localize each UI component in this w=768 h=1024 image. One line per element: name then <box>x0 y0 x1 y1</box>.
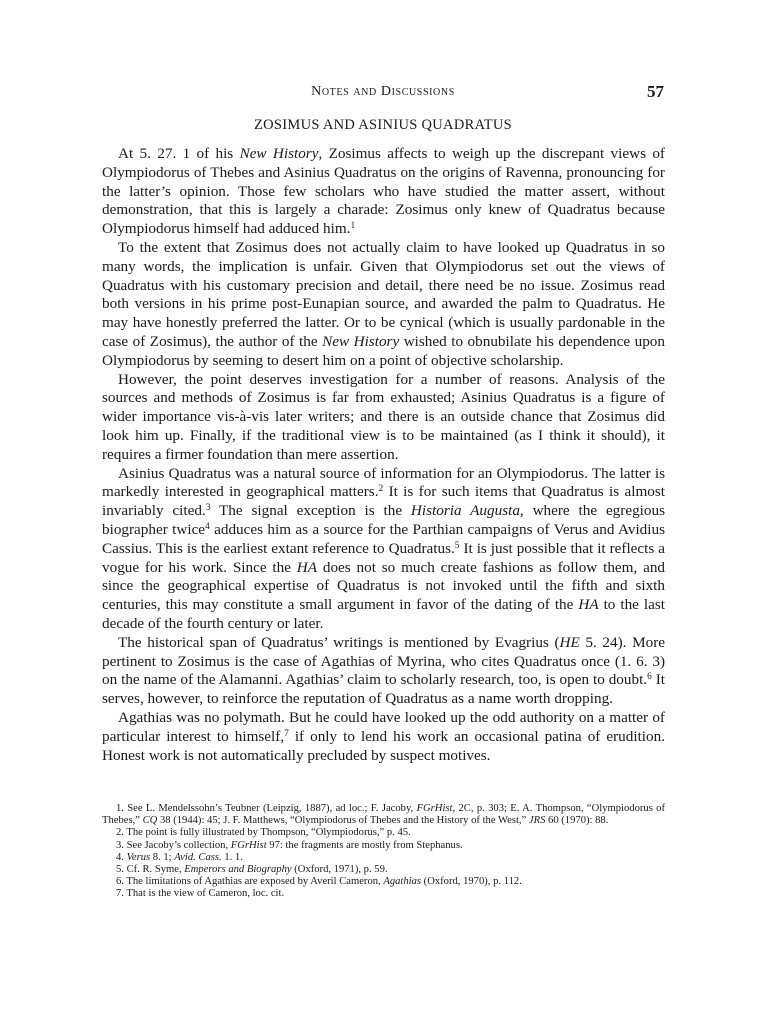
footnote <box>102 803 665 827</box>
text-run: 2. The point is fully illustrated by Thompson, “Olympiodorus,” p. 45. <box>116 827 411 839</box>
text-run: 4. <box>116 851 127 863</box>
text-run: , where the egregious biographer twice <box>102 502 665 538</box>
text-run: to the last decade of the fourth century or later. <box>102 596 665 632</box>
text-run: 97: the fragments are mostly from Stephanus. <box>266 839 463 851</box>
body-paragraph <box>102 709 665 765</box>
italic-text: Emperors and Biography <box>184 864 292 876</box>
text-run: if only to lend his work an occasional patina of erudition. Honest work is not automatically precluded by suspect motives. <box>102 727 665 764</box>
footnote-marker: 1 <box>350 221 356 232</box>
italic-text: FGrHist <box>416 803 453 814</box>
text-run: wished to obnubilate his dependence upon Olympiodorus by seeming to desert him on a point of objective scholarship. <box>102 332 665 369</box>
text-run: The signal exception is the <box>210 502 411 520</box>
text-run: 7. That is the view of Cameron, loc. cit. <box>116 888 285 900</box>
footnote <box>102 852 665 864</box>
text-run: It is for such items that Quadratus is almost invariably cited. <box>102 483 665 520</box>
text-run: At 5. 27. 1 of his <box>118 145 240 162</box>
text-run: 1. See L. Mendelssohn’s Teubner (Leipzig, 1887), ad loc.; F. Jacoby, <box>116 803 417 814</box>
italic-text: Historia Augusta <box>410 502 520 520</box>
body-paragraph <box>102 145 665 239</box>
footnote-marker: 5 <box>454 540 460 551</box>
text-run: adduces him as a source for the Parthian campaigns of Verus and Avidius Cassius. This is the earliest extant reference to Quadratus. <box>102 520 665 557</box>
text-run: 38 (1944): 45; J. F. Matthews, “Olympiodorus of Thebes and the History of the West,” <box>157 815 529 827</box>
italic-text: HA <box>296 558 318 576</box>
body-paragraph <box>102 634 665 709</box>
text-run: 3. See Jacoby’s collection, <box>116 839 231 851</box>
footnote <box>102 876 665 888</box>
body-paragraph <box>102 239 665 371</box>
text-run: (Oxford, 1970), p. 112. <box>421 876 522 888</box>
footnote <box>102 827 665 839</box>
article-body <box>102 145 665 765</box>
italic-text: Agathias <box>383 876 422 888</box>
running-title: Notes and Discussions <box>311 84 455 99</box>
italic-text: Verus <box>126 851 151 863</box>
text-run: 5. Cf. R. Syme, <box>116 864 185 876</box>
text-run: It is just possible that it reflects a vogue for his work. Since the <box>102 539 665 576</box>
italic-text: Avid. Cass. <box>174 851 222 863</box>
italic-text: JRS <box>528 815 546 827</box>
text-run: To the extent that Zosimus does not actually claim to have looked up Quadratus in so many words, the implication is unfair. Given that Olympiodorus set out the views of Quadratus with his customary precision and detail, there need be no issue. Zosimus read both versions in his prime post-Eunapian source, and awarded the palm to Quadratus. He may have honestly preferred the latter. Or to be cynical (which is usually pardonable in the case of Zosimus), the author of the <box>102 238 665 350</box>
italic-text: CQ <box>142 815 158 827</box>
footnotes <box>102 803 665 901</box>
text-run: 5. 24). More pertinent to Zosimus is the case of Agathias of Myrina, who cites Quadratus once (1. 6. 3) on the name of the Alamanni. Agathias’ claim to scholarly research, too, is open to doubt. <box>102 633 665 689</box>
article-title: ZOSIMUS AND ASINIUS QUADRATUS <box>253 117 513 133</box>
italic-text: FGrHist <box>230 839 267 851</box>
text-run: , 2C, p. 303; E. A. Thompson, “Olympiodorus of Thebes,” <box>102 803 665 827</box>
text-run: does not so much create fashions as follow them, and since the geographical expertise of Quadratus is not invoked until the fifth and sixth centuries, this may constitute a small argument in favor of the dating of the <box>102 558 666 614</box>
text-run: 6. The limitations of Agathias are exposed by Averil Cameron, <box>116 876 384 888</box>
footnote-marker: 3 <box>205 502 211 513</box>
text-run: 1. 1. <box>221 851 243 863</box>
footnote-marker: 4 <box>205 521 210 532</box>
text-run: 60 (1970): 88. <box>545 815 609 827</box>
footnote <box>102 840 665 852</box>
italic-text: New History <box>239 145 319 162</box>
body-paragraph <box>102 465 665 634</box>
text-run: (Oxford, 1971), p. 59. <box>291 864 388 876</box>
footnote-marker: 7 <box>284 728 289 739</box>
footnote-marker: 2 <box>378 484 384 495</box>
running-head <box>102 82 664 104</box>
text-run: Agathias was no polymath. But he could have looked up the odd authority on a matter of particular interest to himself, <box>102 708 665 745</box>
footnote-marker: 6 <box>647 672 652 683</box>
text-run: , Zosimus affects to weigh up the discrepant views of Olympiodorus of Thebes and Asinius Quadratus on the origins of Ravenna, pronouncing for the latter’s opinion. Those few scholars who have studied the matter assert, without demonstration, that this is largely a charade: Zosimus only knew of Quadratus because Olympiodorus himself had adduced him. <box>102 145 665 238</box>
text-run: Asinius Quadratus was a natural source of information for an Olympiodorus. The latter is markedly interested in geographical matters. <box>102 464 665 501</box>
page-number: 57 <box>647 82 664 101</box>
footnote <box>102 888 665 900</box>
text-run: The historical span of Quadratus’ writings is mentioned by Evagrius ( <box>118 633 560 651</box>
text-run: 8. 1; <box>150 851 175 863</box>
text-run: However, the point deserves investigation for a number of reasons. Analysis of the sources and methods of Zosimus is far from exhausted; Asinius Quadratus is a figure of wider importance vis-à-vis later writers; and there is an outside chance that Zosimus did look him up. Finally, if the traditional view is to be maintained (as I think it should), it requires a firmer foundation than mere assertion. <box>102 370 665 463</box>
text-run: It serves, however, to reinforce the reputation of Quadratus as a name worth dropping. <box>102 671 666 708</box>
body-paragraph <box>102 371 665 465</box>
footnote <box>102 864 665 876</box>
italic-text: New History <box>322 332 400 350</box>
italic-text: HE <box>559 633 580 651</box>
italic-text: HA <box>578 596 599 614</box>
